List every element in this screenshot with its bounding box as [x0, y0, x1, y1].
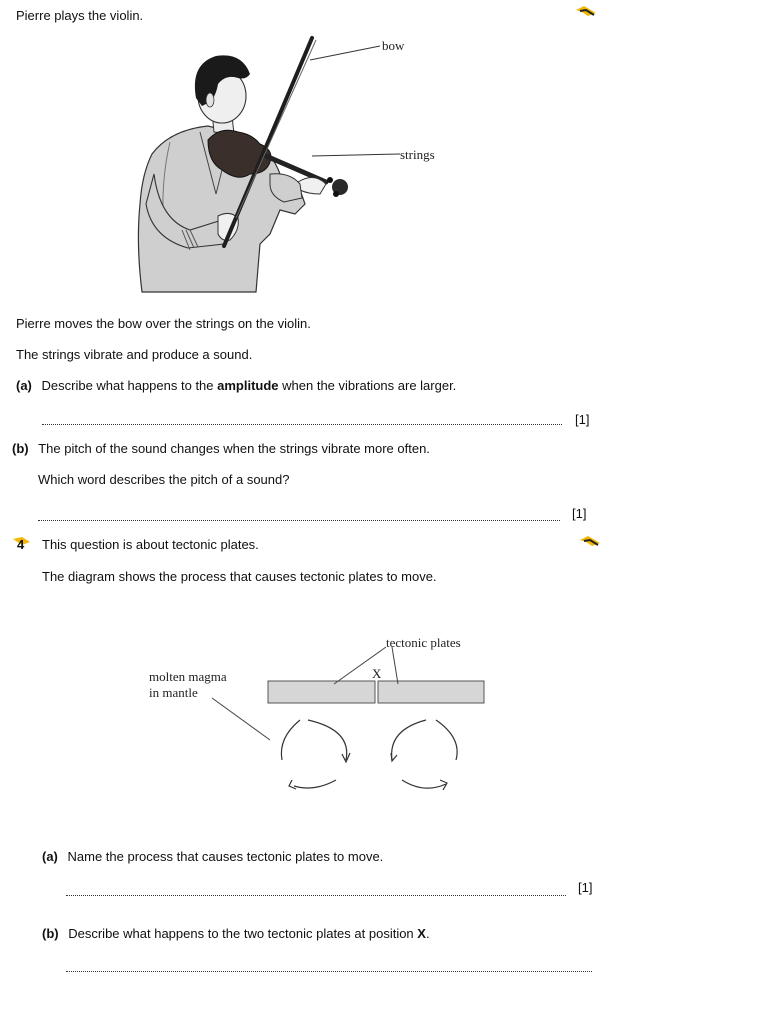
question-4a: [42, 849, 383, 865]
tectonic-text: The diagram shows the process that causes tectonic plates to move.: [42, 569, 437, 584]
answer-line-4b[interactable]: [66, 971, 592, 972]
question-a-bold: amplitude: [217, 378, 279, 393]
label-bow: bow: [382, 38, 405, 53]
tectonic-diagram: [0, 620, 768, 810]
question-a-text-pre: Describe what happens to the: [41, 378, 218, 393]
answer-line-b[interactable]: [38, 520, 560, 521]
question-4b-text-post: .: [425, 926, 430, 941]
question-b-sub: Which word describes the pitch of a sound?: [38, 472, 290, 487]
question-4b-bold: X: [417, 926, 426, 941]
marks-a: [1]: [575, 412, 590, 427]
answer-line-4a[interactable]: [66, 895, 566, 896]
question-b: [12, 441, 430, 457]
question-b-text: The pitch of the sound changes when the strings vibrate more often.: [38, 441, 430, 456]
marks-4a: [1]: [578, 880, 593, 895]
question-4a-number: (a): [42, 849, 58, 864]
marks-b: [1]: [572, 506, 587, 521]
tectonic-intro: This question is about tectonic plates.: [42, 537, 259, 552]
violin-text-2: The strings vibrate and produce a sound.: [16, 347, 253, 362]
label-x: X: [372, 666, 382, 681]
answer-line-a[interactable]: [42, 424, 562, 425]
label-molten-magma: molten magma: [149, 669, 227, 684]
label-tectonic-plates: tectonic plates: [386, 635, 461, 650]
question-a: [16, 378, 456, 394]
label-strings: strings: [400, 147, 435, 162]
question-4a-text: Name the process that causes tectonic plates to move.: [67, 849, 384, 864]
violin-text-1: Pierre moves the bow over the strings on the violin.: [16, 316, 311, 331]
question-b-number: (b): [12, 441, 29, 456]
violin-intro: Pierre plays the violin.: [16, 8, 144, 23]
question-4b-number: (b): [42, 926, 59, 941]
question-a-text-post: when the vibrations are larger.: [278, 378, 457, 393]
question-4b-text-pre: Describe what happens to the two tectonic plates at position: [68, 926, 418, 941]
question-4b: [42, 926, 430, 942]
corner-flag-icon: [578, 534, 602, 550]
question-number: 4: [17, 537, 25, 552]
tectonic-plate-left: [268, 681, 375, 703]
label-in-mantle: in mantle: [149, 685, 198, 700]
question-a-number: (a): [16, 378, 32, 393]
tectonic-plate-right: [378, 681, 484, 703]
